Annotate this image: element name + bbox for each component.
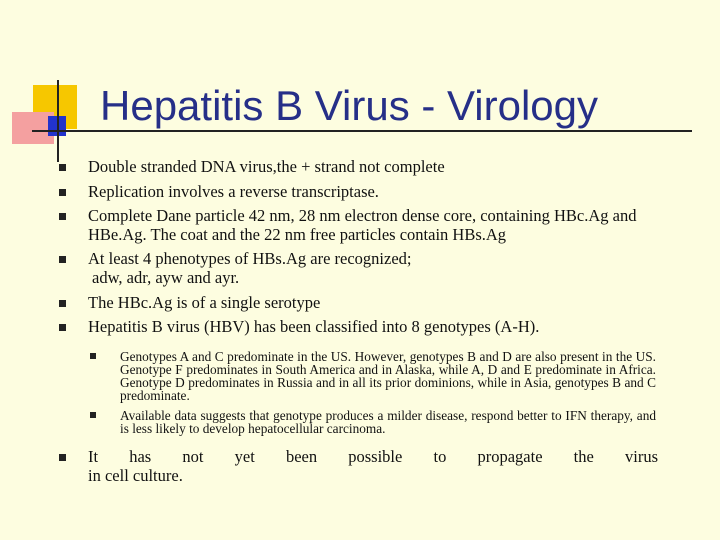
title-underline [32,130,692,132]
bullet-item [88,158,658,177]
sub-bullet-marker-icon [90,412,96,418]
bullet-list [0,158,720,485]
sub-bullet-marker-icon [90,353,96,359]
bullet-continuation: in cell culture. [88,465,183,485]
bullet-item [88,448,658,485]
bullet-text: Complete Dane particle 42 nm, 28 nm electron dense core, containing HBc.Ag and HBe.Ag. The coat and the 22 nm free particles contain HBs.Ag [88,206,637,244]
bullet-item [88,318,658,337]
bullet-marker-icon [59,300,66,307]
sub-bullet-text: Genotypes A and C predominate in the US. However, genotypes B and D are also present in the US. Genotype F predominates in South America and in Alaska, while A, D and E predominate in Africa. Genotype D predominates in Russia and in all its prior dominions, while in Asia, genotypes B and C predominate. [120,348,656,404]
bullet-item [88,183,658,202]
bullet-text: Hepatitis B virus (HBV) has been classified into 8 genotypes (A-H). [88,317,540,337]
bullet-text: It has not yet been possible to propagate the virus [88,446,658,466]
bullet-marker-icon [59,324,66,331]
bullet-marker-icon [59,256,66,263]
bullet-text: Double stranded DNA virus,the + strand not complete [88,157,445,176]
sub-bullet-item [120,350,656,403]
sub-bullet-item [120,409,656,435]
bullet-marker-icon [59,213,66,220]
bullet-item [88,294,658,313]
bullet-marker-icon [59,189,66,196]
bullet-item [88,250,658,287]
bullet-text: At least 4 phenotypes of HBs.Ag are recognized; [88,249,412,269]
bullet-item [88,207,658,244]
bullet-marker-icon [59,454,66,461]
bullet-marker-icon [59,164,66,171]
bullet-text: Replication involves a reverse transcriptase. [88,181,379,201]
bullet-continuation: adw, adr, ayw and ayr. [92,267,240,287]
bullet-text: The HBc.Ag is of a single serotype [88,292,321,312]
sub-bullet-text: Available data suggests that genotype produces a milder disease, respond better to IFN therapy, and is less likely to develop hepatocellular carcinoma. [120,407,656,436]
logo-vertical-line [57,80,59,162]
slide-title: Hepatitis B Virus - Virology [100,82,598,129]
